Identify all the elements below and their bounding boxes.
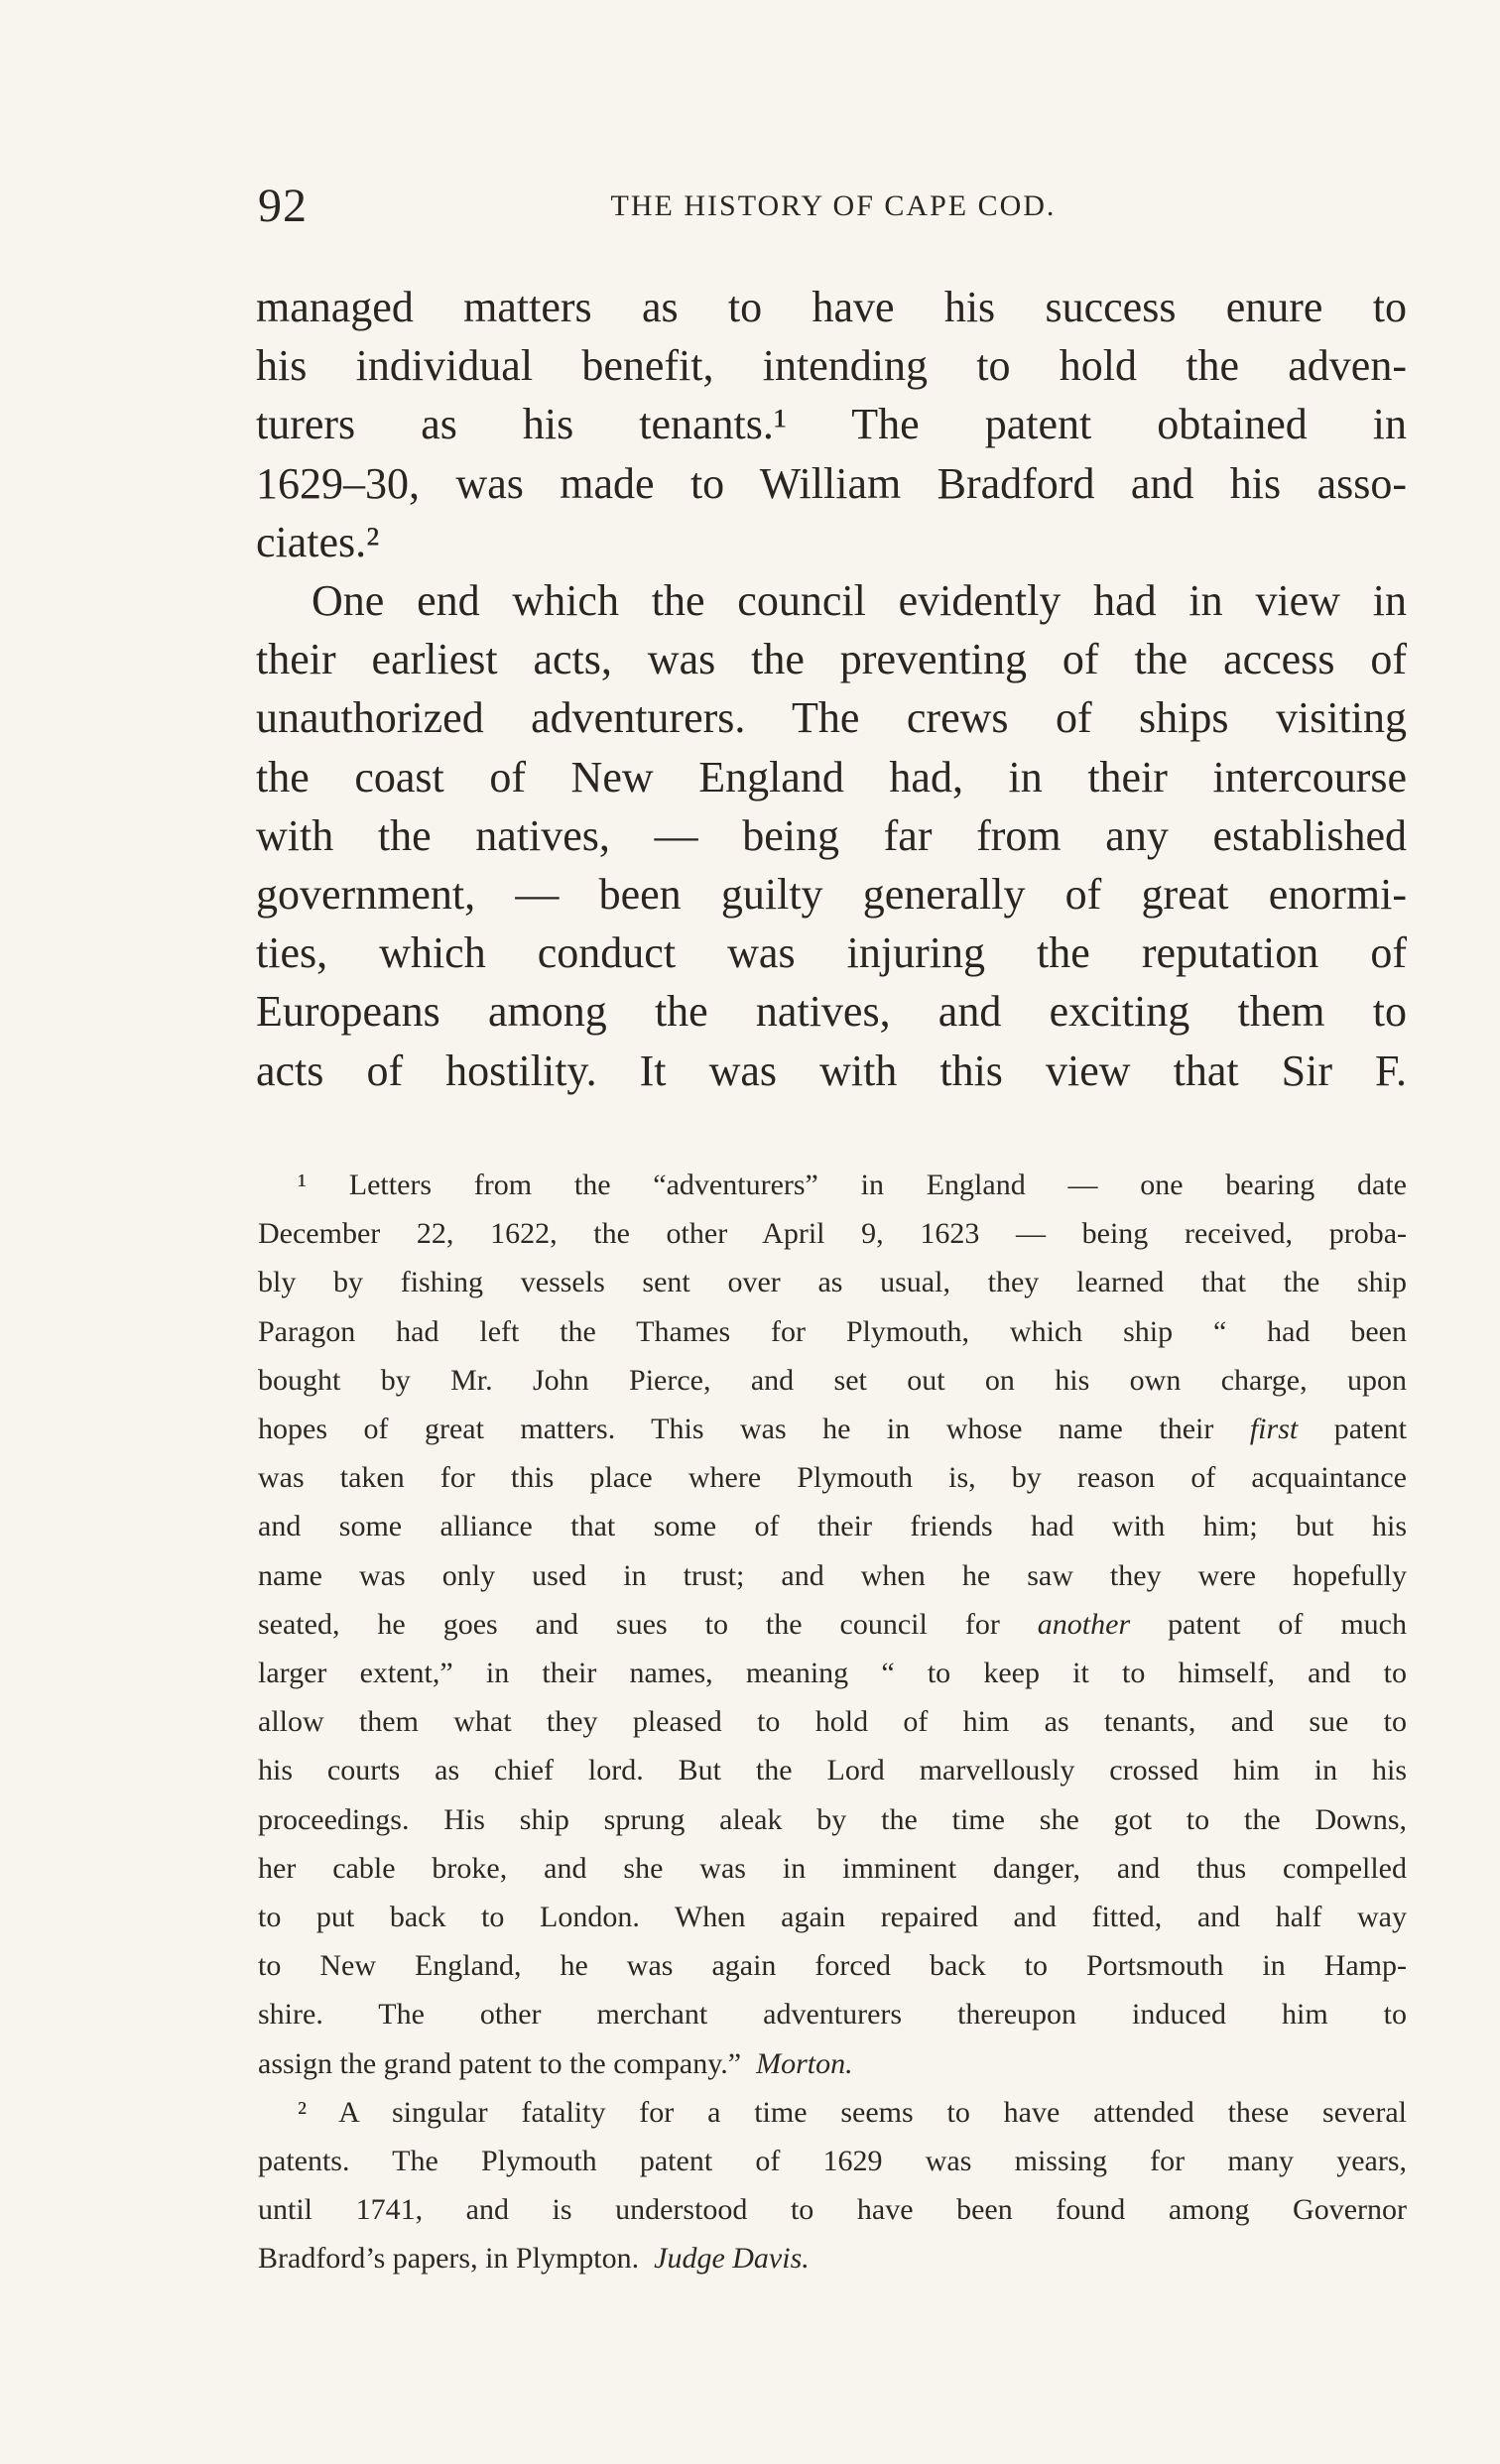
- body-line: Europeans among the natives, and exciting them to: [256, 987, 1407, 1037]
- page-number: 92: [258, 180, 308, 232]
- body-line: their earliest acts, was the preventing of the access of: [256, 635, 1407, 684]
- body-line: his individual benefit, intending to hold the adven-: [256, 341, 1407, 391]
- body-line: ties, which conduct was injuring the reputation of: [256, 928, 1407, 978]
- footnote-line: was taken for this place where Plymouth is, by reason of acquaintance: [258, 1461, 1407, 1495]
- footnotes: [258, 1161, 1407, 2283]
- footnote-text: assign the grand patent to the company.”: [258, 2046, 742, 2080]
- footnote-line: shire. The other merchant adventurers thereupon induced him to: [258, 1998, 1407, 2032]
- body-line: government, — been guilty generally of great enormi-: [256, 870, 1407, 920]
- footnote-line: patents. The Plymouth patent of 1629 was missing for many years,: [258, 2145, 1407, 2178]
- footnote-line: ² A singular fatality for a time seems to have attended these several: [298, 2095, 1407, 2129]
- body-text: [256, 278, 1407, 1100]
- footnote-line: larger extent,” in their names, meaning “ to keep it to himself, and to: [258, 1657, 1407, 1690]
- footnote-line: December 22, 1622, the other April 9, 1623 — being received, proba-: [258, 1217, 1407, 1251]
- footnote-line: her cable broke, and she was in imminent danger, and thus compelled: [258, 1851, 1407, 1885]
- body-line: the coast of New England had, in their intercourse: [256, 752, 1407, 801]
- footnote-italic: first: [1249, 1413, 1299, 1446]
- footnote-line-mixed: [258, 2039, 1407, 2088]
- footnote-line: Paragon had left the Thames for Plymouth, which ship “ had been: [258, 1314, 1407, 1348]
- body-line: managed matters as to have his success enure to: [256, 283, 1407, 331]
- body-line: turers as his tenants.¹ The patent obtained in: [256, 400, 1407, 449]
- footnote-line-mixed: [258, 1405, 1407, 1453]
- footnote-italic: another: [1037, 1607, 1131, 1641]
- footnote-citation: Morton.: [756, 2046, 853, 2080]
- footnote-line-mixed: [258, 1600, 1407, 1649]
- footnote-line: his courts as chief lord. But the Lord marvellously crossed him in his: [258, 1754, 1407, 1787]
- body-line: 1629–30, was made to William Bradford and his asso-: [256, 458, 1407, 508]
- body-line: One end which the council evidently had in view in: [312, 576, 1407, 626]
- footnote-line: proceedings. His ship sprung aleak by the time she got to the Downs,: [258, 1802, 1407, 1836]
- footnote-line: to put back to London. When again repaired and fitted, and half way: [258, 1901, 1407, 1934]
- footnote-line: ¹ Letters from the “adventurers” in England — one bearing date: [298, 1169, 1407, 1201]
- body-line: acts of hostility. It was with this view that Sir F.: [256, 1046, 1407, 1095]
- page-header: [258, 177, 1389, 236]
- footnote-line: bly by fishing vessels sent over as usual, they learned that the ship: [258, 1266, 1407, 1299]
- footnote-text: Bradford’s papers, in Plympton.: [258, 2242, 640, 2276]
- footnote-line: name was only used in trust; and when he saw they were hopefully: [258, 1558, 1407, 1592]
- footnote-text: patent: [1298, 1413, 1407, 1446]
- footnote-line-mixed: [258, 2234, 1407, 2282]
- footnote-citation: Judge Davis.: [654, 2242, 810, 2276]
- body-line: unauthorized adventurers. The crews of ships visiting: [256, 693, 1407, 743]
- footnote-line: bought by Mr. John Pierce, and set out on his own charge, upon: [258, 1363, 1407, 1397]
- footnote-line: allow them what they pleased to hold of him as tenants, and sue to: [258, 1705, 1407, 1739]
- body-line: with the natives, — being far from any established: [256, 810, 1407, 860]
- body-line: ciates.²: [256, 517, 380, 566]
- footnote-text: hopes of great matters. This was he in whose name their: [258, 1413, 1214, 1446]
- footnote-text: seated, he goes and sues to the council for: [258, 1607, 1000, 1641]
- running-head: THE HISTORY OF CAPE COD.: [610, 189, 1057, 222]
- footnote-text: patent of much: [1130, 1607, 1407, 1641]
- footnote-line: until 1741, and is understood to have been found among Governor: [258, 2193, 1407, 2227]
- footnote-line: to New England, he was again forced back to Portsmouth in Hamp-: [258, 1949, 1407, 1983]
- footnote-line: and some alliance that some of their friends had with him; but his: [258, 1510, 1407, 1543]
